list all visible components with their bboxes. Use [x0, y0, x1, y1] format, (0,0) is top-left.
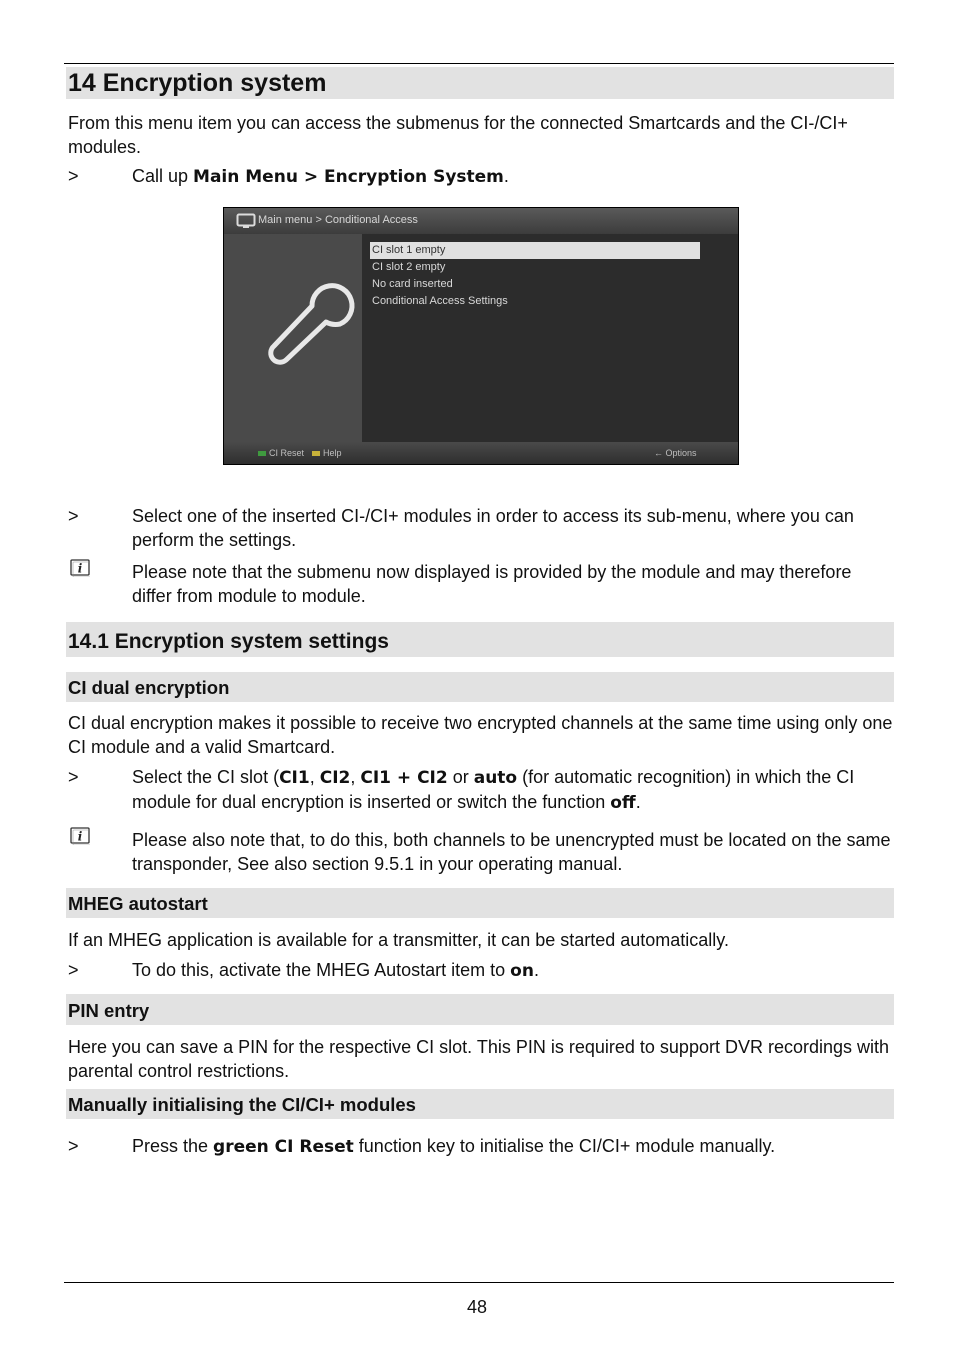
option-ci1-ci2: CI1 + CI2 — [360, 768, 448, 788]
step-marker: > — [68, 960, 79, 980]
step-marker: > — [68, 506, 79, 526]
tv-left-panel — [224, 234, 362, 442]
tv-key-label: CI Reset — [269, 448, 305, 458]
section-title: 14.1 Encryption system settings — [68, 630, 389, 653]
option-on: on — [510, 961, 534, 981]
tv-menu-item-ci-slot-2[interactable]: CI slot 2 empty — [372, 261, 446, 273]
step-marker: > — [68, 1136, 79, 1156]
green-ci-reset-key: green CI Reset — [213, 1137, 354, 1157]
pin-heading: PIN entry — [68, 1000, 150, 1021]
conditional-access-screenshot — [223, 207, 739, 465]
option-ci1: CI1 — [279, 768, 310, 788]
step-text: Press the — [132, 1136, 214, 1156]
step-text: , — [350, 767, 361, 787]
step-text: . — [533, 960, 539, 980]
tv-key-ci-reset[interactable] — [258, 446, 304, 460]
chapter-title: 14 Encryption system — [68, 69, 327, 97]
tv-key-label: Help — [323, 448, 342, 458]
transponder-note: Please also note that, to do this, both channels to be unencrypted must be located on the same transponder, See also section 9.5.1 in your operating manual. — [132, 830, 891, 874]
step-text: function key to initialise the CI/CI+ module manually. — [353, 1136, 776, 1156]
tv-menu-list — [370, 242, 700, 310]
submenu-note: Please note that the submenu now displayed is provided by the module and may therefore differ from module to module. — [132, 562, 852, 606]
green-key-icon — [258, 451, 266, 456]
ci-dual-body: CI dual encryption makes it possible to receive two encrypted channels at the same time using only one CI module and a valid Smartcard. — [68, 713, 893, 757]
step-text: . — [503, 166, 509, 186]
tv-screen-icon — [236, 213, 256, 229]
top-rule — [64, 63, 894, 64]
call-up-step — [132, 164, 894, 189]
tv-key-options[interactable] — [654, 446, 697, 460]
tv-key-help[interactable] — [312, 446, 342, 460]
manual-init-heading: Manually initialising the CI/CI+ modules — [68, 1094, 416, 1115]
step-text: Call up — [132, 166, 194, 186]
wrench-icon — [224, 234, 362, 442]
tv-footer — [224, 442, 738, 464]
ci-reset-step — [132, 1134, 894, 1159]
menu-path: Main Menu > Encryption System — [193, 167, 504, 187]
step-text: . — [635, 792, 641, 812]
info-icon — [70, 559, 90, 577]
yellow-key-icon — [312, 451, 320, 456]
option-off: off — [610, 793, 636, 813]
tv-header-title: Main menu > Conditional Access — [258, 214, 418, 226]
tv-menu-item-ci-slot-1[interactable]: CI slot 1 empty — [370, 242, 700, 259]
tv-menu-item-ca-settings[interactable]: Conditional Access Settings — [372, 295, 508, 307]
tv-menu-item-no-card[interactable]: No card inserted — [372, 278, 453, 290]
chapter-intro: From this menu item you can access the submenus for the connected Smartcards and the CI-/CI+ modules. — [68, 113, 848, 157]
mheg-step — [132, 958, 894, 983]
step-text: or — [447, 767, 474, 787]
step-marker: > — [68, 166, 79, 186]
subsection-band — [66, 994, 894, 1025]
step-text: To do this, activate the MHEG Autostart item to — [132, 960, 511, 980]
option-ci2: CI2 — [319, 768, 351, 788]
tv-key-label: Options — [665, 448, 697, 458]
step-marker: > — [68, 767, 79, 787]
arrow-left-icon: ← — [654, 448, 666, 458]
step-text: , — [309, 767, 320, 787]
ci-slot-step — [132, 765, 894, 815]
tv-header — [224, 208, 738, 234]
option-auto: auto — [473, 768, 518, 788]
page-number: 48 — [466, 1297, 488, 1317]
mheg-body: If an MHEG application is available for a transmitter, it can be started automatically. — [68, 930, 729, 950]
step-text: (for automatic recognition) in which the CI module for dual encryption is inserted or switch the function — [132, 767, 855, 812]
select-module-step: Select one of the inserted CI-/CI+ modules in order to access its sub-menu, where you can perform the settings. — [132, 506, 854, 550]
mheg-heading: MHEG autostart — [68, 893, 208, 914]
ci-dual-heading: CI dual encryption — [68, 677, 230, 698]
bottom-rule — [64, 1282, 894, 1283]
step-text: Select the CI slot ( — [132, 767, 280, 787]
info-icon — [70, 827, 90, 845]
svg-text:i: i — [77, 561, 83, 576]
pin-body: Here you can save a PIN for the respective CI slot. This PIN is required to support DVR recordings with parental control restrictions. — [68, 1037, 890, 1081]
svg-text:i: i — [77, 829, 83, 844]
